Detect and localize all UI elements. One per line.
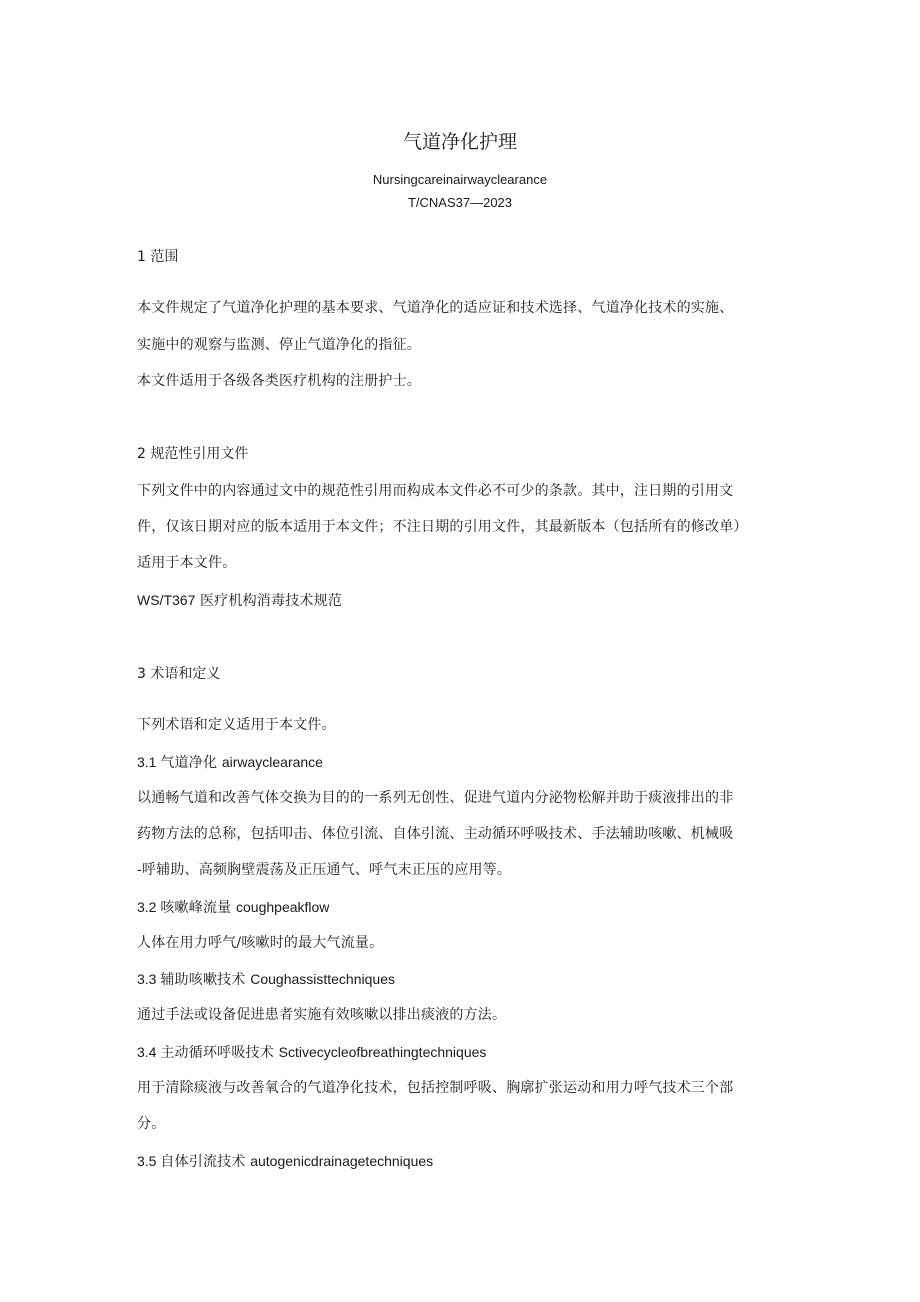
section-1-paragraph-1-line-2: 实施中的观察与监测、停止气道净化的指征。 — [137, 337, 421, 353]
term-3-4-definition-line-2: 分。 — [137, 1116, 166, 1132]
section-2-paragraph-line-1: 下列文件中的内容通过文中的规范性引用而构成本文件必不可少的条款。其中，注日期的引用文 — [137, 483, 734, 499]
term-3-1-definition-line-1: 以通畅气道和改善气体交换为目的的一系列无创性、促进气道内分泌物松解并助于痰液排出的非 — [137, 790, 734, 806]
section-2-paragraph-line-2: 件，仅该日期对应的版本适用于本文件；不注日期的引用文件，其最新版本（包括所有的修改单） — [137, 519, 748, 535]
section-1-paragraph-2: 本文件适用于各级各类医疗机构的注册护士。 — [137, 373, 421, 389]
term-3-2-heading — [137, 897, 797, 918]
term-3-3-heading — [137, 969, 797, 990]
term-3-4-definition-line-1: 用于清除痰液与改善氧合的气道净化技术，包括控制呼吸、胸廓扩张运动和用力呼气技术三个部 — [137, 1080, 734, 1096]
reference-code: WS/T367 — [137, 592, 196, 608]
section-3-intro: 下列术语和定义适用于本文件。 — [137, 717, 336, 733]
section-1-heading: 1 范围 — [137, 249, 179, 265]
term-3-1-heading — [137, 752, 797, 773]
document-title: 气道净化护理 — [402, 131, 517, 153]
term-number: 3.1 — [137, 754, 161, 770]
term-zh: 咳嗽峰流量 — [160, 900, 237, 916]
term-en: Coughassisttechniques — [250, 971, 395, 987]
term-3-1-definition-line-3: -呼辅助、高频胸壁震荡及正压通气、呼气末正压的应用等。 — [137, 862, 512, 878]
term-zh: 辅助咳嗽技术 — [160, 972, 251, 988]
section-1-paragraph-1-line-1: 本文件规定了气道净化护理的基本要求、气道净化的适应证和技术选择、气道净化技术的实施、 — [137, 300, 734, 316]
term-3-2-definition-line-1: 人体在用力呼气/咳嗽时的最大气流量。 — [137, 935, 384, 951]
section-3-heading: 3 术语和定义 — [137, 666, 221, 682]
standard-number: T/CNAS37—2023 — [407, 195, 513, 210]
section-2-paragraph-line-3: 适用于本文件。 — [137, 555, 237, 571]
term-en: autogenicdrainagetechniques — [250, 1153, 434, 1169]
term-3-5-heading — [137, 1151, 797, 1172]
normative-reference-ws-t367 — [137, 590, 797, 611]
term-3-4-heading — [137, 1042, 797, 1063]
term-number: 3.4 — [137, 1044, 161, 1060]
term-3-1-definition-line-2: 药物方法的总称，包括叩击、体位引流、自体引流、主动循环呼吸技术、手法辅助咳嗽、机械吸 — [137, 826, 734, 842]
reference-title: 医疗机构消毒技术规范 — [195, 593, 343, 609]
term-en: airwayclearance — [221, 754, 323, 770]
document-subtitle-en: Nursingcareinairwayclearance — [372, 172, 548, 187]
term-zh: 气道净化 — [160, 755, 222, 771]
term-zh: 自体引流技术 — [160, 1154, 251, 1170]
term-number: 3.2 — [137, 899, 161, 915]
term-number: 3.3 — [137, 971, 161, 987]
term-3-3-definition-line-1: 通过手法或设备促进患者实施有效咳嗽以排出痰液的方法。 — [137, 1007, 507, 1023]
term-number: 3.5 — [137, 1153, 161, 1169]
term-en: Sctivecycleofbreathingtechniques — [278, 1044, 487, 1060]
section-2-heading: 2 规范性引用文件 — [137, 446, 249, 462]
term-en: coughpeakflow — [236, 899, 330, 915]
term-zh: 主动循环呼吸技术 — [160, 1045, 279, 1061]
